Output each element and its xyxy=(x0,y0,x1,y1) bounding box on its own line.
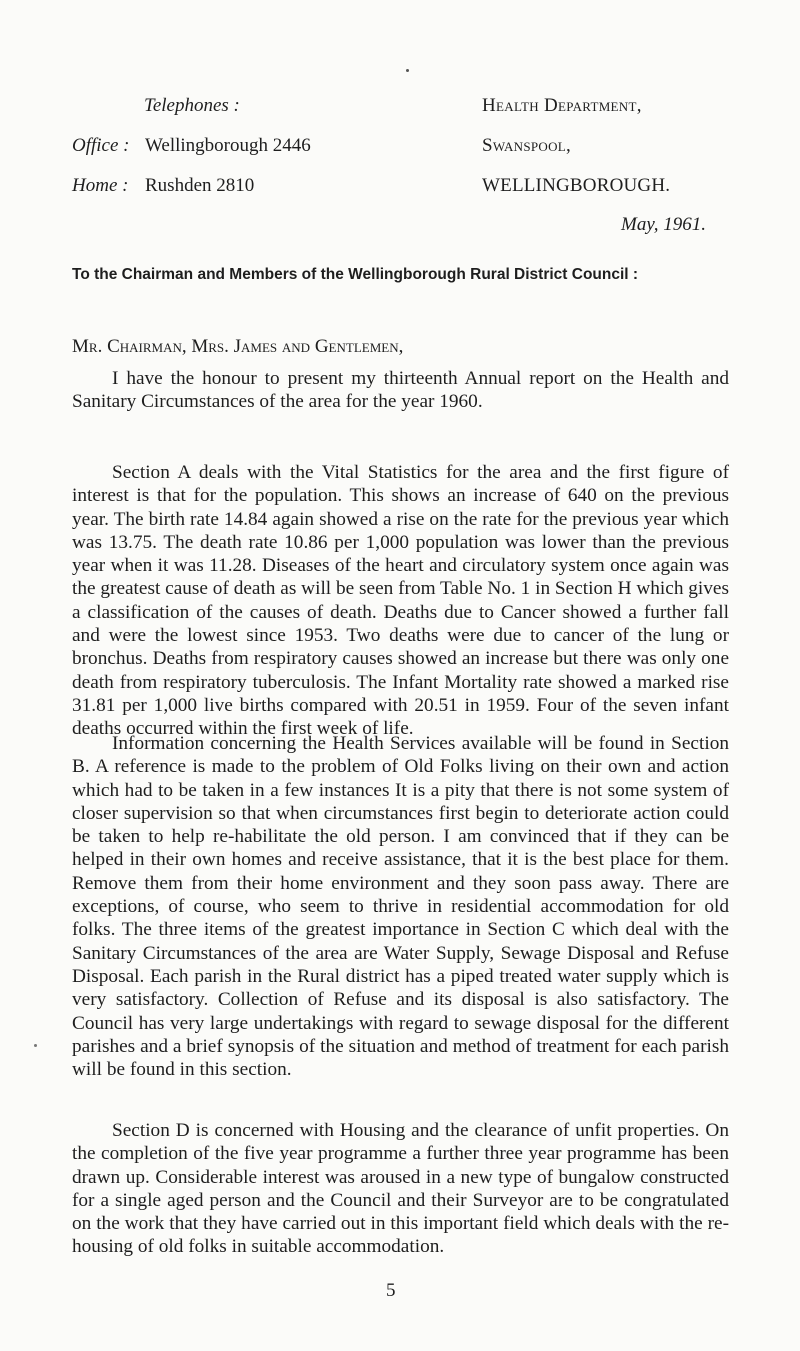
page-number: 5 xyxy=(386,1280,396,1301)
print-speck xyxy=(406,69,409,72)
town-address: WELLINGBOROUGH. xyxy=(482,175,671,196)
body-paragraph: Section A deals with the Vital Statistics for the area and the first figure of interest is that for the population. This shows an increase of 640 on the previous year. The birth rate 14.84 again showed a rise on the rate for the previous year which was 13.75. The death rate 10.86 per 1,000 population was lower than the previous year when it was 11.28. Diseases of the heart and circulatory system once again was the greatest cause of death as will be seen from Table No. 1 in Section H which gives a classification of the causes of death. Deaths due to Cancer showed a further fall and were the lowest since 1953. Two deaths were due to cancer of the lung or bronchus. Deaths from respiratory causes showed an increase but there was only one death from respiratory tuberculosis. The Infant Mortality rate showed a marked rise 31.81 per 1,000 live births compared with 20.51 in 1959. Four of the seven infant deaths occurred within the first week of life. xyxy=(72,462,729,740)
body-paragraph: Section D is concerned with Housing and the clearance of unfit properties. On the completion of the five year programme a further three year programme has been drawn up. Considerable interest was aroused in a new type of bungalow constructed for a single aged person and the Council and their Surveyor are to be congratulated on the work that they have carried out in this important field which deals with the re-housing of old folks in suitable accommodation. xyxy=(72,1120,729,1258)
addressee-line: To the Chairman and Members of the Wellingborough Rural District Council : xyxy=(72,266,639,283)
home-telephone xyxy=(72,174,254,198)
street-address: Swanspool, xyxy=(482,135,572,156)
print-speck xyxy=(34,1044,37,1047)
office-label: Office : xyxy=(72,135,130,156)
letter-date: May, 1961. xyxy=(621,214,706,235)
body-paragraph: Information concerning the Health Services available will be found in Section B. A reference is made to the problem of Old Folks living on their own and action which had to be taken in a few instances It is a pity that there is not some system of closer supervision so that when circumstances first begin to deteriorate action could be taken to help re-habilitate the old person. I am convinced that if they can be helped in their own homes and receive assistance, that it is the best place for them. Remove them from their home environment and they soon pass away. There are exceptions, of course, who seem to thrive in residential accommodation for old folks. The three items of the greatest importance in Section C which deal with the Sanitary Circumstances of the area are Water Supply, Sewage Disposal and Refuse Disposal. Each parish in the Rural district has a piped treated water supply which is very satisfactory. Collection of Refuse and its disposal is also satisfactory. The Council has very large undertakings with regard to sewage disposal for the different parishes and a brief synopsis of the situation and method of treatment for each parish will be found in this section. xyxy=(72,733,729,1081)
department-address: Health Department, xyxy=(482,95,642,116)
body-paragraph: I have the honour to present my thirteenth Annual report on the Health and Sanitary Circumstances of the area for the year 1960. xyxy=(72,368,729,413)
office-number: Wellingborough 2446 xyxy=(145,135,311,156)
telephones-heading: Telephones : xyxy=(144,95,240,116)
home-number: Rushden 2810 xyxy=(145,175,255,196)
home-label: Home : xyxy=(72,175,129,196)
office-telephone xyxy=(72,134,311,158)
salutation: Mr. Chairman, Mrs. James and Gentlemen, xyxy=(72,336,404,357)
